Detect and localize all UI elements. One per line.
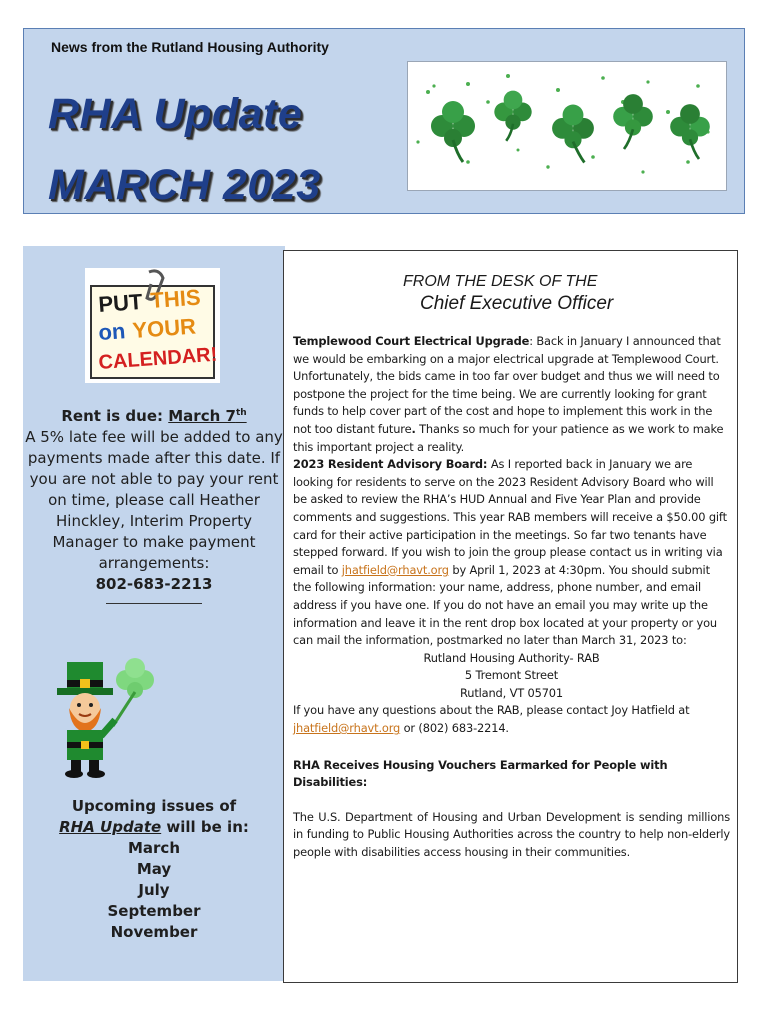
templewood-text: : Back in January I announced that we would be embarking on a major electrical upgrade at Templewood Court. Unfortunately, the bids came in too far over budget and thus we will need to postpone the project for the time being. We are currently looking for grant funds to help cover part of the cost and hope to implement this work in the not too distant future (293, 334, 721, 436)
templewood-lead: Templewood Court Electrical Upgrade (293, 334, 530, 348)
rent-late-fee-text: A 5% late fee will be added to any payments made after this date. If you are not able to pay your rent on time, please call Heather Hinckley, Interim Property Manager to make payment arrangements: (25, 428, 283, 572)
divider (106, 603, 202, 604)
article-body (293, 333, 730, 862)
rent-notice (23, 406, 285, 604)
issues-line2-suffix: will be in: (161, 818, 249, 836)
rab-text2: by April 1, 2023 at 4:30pm. You should submit the following information: your name, address, phone number, and email address if you have one. If you do not have an email you may write up the information and leave it in the rent drop box located at your property or you can mail the information, postmarked no later than March 31, 2023 to: (293, 562, 717, 648)
rent-due-date (168, 407, 246, 425)
rent-heading (23, 406, 285, 427)
issue-month: July (138, 881, 170, 899)
rab-lead: 2023 Resident Advisory Board: (293, 457, 488, 472)
rent-phone-number: 802-683-2213 (95, 575, 213, 593)
issue-month: November (110, 923, 198, 941)
newsletter-header (23, 28, 745, 214)
rab-paragraph (293, 456, 730, 650)
vouchers-paragraph: The U.S. Department of Housing and Urban Development is sending millions in funding to Public Housing Authorities across the country to help non-elderly people with disabilities access housing in their communities. (293, 809, 730, 860)
mailing-address-line: Rutland Housing Authority- RAB (423, 650, 600, 665)
leprechaun-icon (45, 658, 155, 778)
badge-word-put: PUT (97, 288, 144, 317)
mailing-address-line: Rutland, VT 05701 (460, 685, 563, 700)
rent-heading-label: Rent is due: (61, 407, 169, 425)
templewood-paragraph (293, 333, 730, 456)
contact-email-link[interactable]: jhatfield@rhavt.org (293, 721, 401, 736)
rent-due-date-suffix: th (235, 408, 247, 418)
shamrock-icon (407, 61, 727, 191)
mailing-address-line: 5 Tremont Street (464, 668, 559, 683)
calendar-reminder-badge (85, 268, 220, 383)
rent-due-date-text: March 7 (168, 407, 236, 425)
rab-email-link[interactable]: jhatfield@rhavt.org (341, 562, 449, 577)
rab-contact-paragraph (293, 702, 730, 737)
header-kicker: News from the Rutland Housing Authority (51, 39, 329, 55)
newsletter-issue-date: MARCH 2023 (48, 161, 321, 209)
issues-line2 (23, 817, 285, 838)
issue-month: September (107, 902, 201, 920)
badge-word-this: THIS (149, 284, 202, 313)
rab-contact-text2: or (802) 683-2214. (400, 721, 509, 736)
issue-month: March (127, 839, 181, 857)
badge-word-your: YOUR (131, 313, 197, 343)
newsletter-title: RHA Update (48, 90, 303, 138)
badge-word-on: on (97, 318, 127, 345)
desk-heading: FROM THE DESK OF THE (403, 273, 598, 290)
publication-name: RHA Update (59, 818, 162, 836)
issues-intro: Upcoming issues of (71, 797, 237, 815)
rab-text: As I reported back in January we are looking for residents to serve on the 2023 Resident Advisory Board who will be asked to review the RHA’s HUD Annual and Five Year Plan and provide comments and suggestions. This year RAB members will receive a $50.00 gift card for their active participation in the meetings. So far two tenants have stepped forward. If you wish to join the group please contact us in writing via email to (293, 457, 727, 577)
ceo-column (283, 250, 738, 983)
sidebar (23, 246, 285, 981)
templewood-period: . (411, 421, 416, 436)
badge-word-calendar: CALENDAR! (97, 343, 218, 374)
rab-contact-text: If you have any questions about the RAB, please contact Joy Hatfield at (293, 703, 690, 718)
desk-subheading: Chief Executive Officer (420, 293, 614, 314)
upcoming-issues (23, 796, 285, 943)
templewood-text2: Thanks so much for your patience as we work to make this important project a reality. (293, 421, 724, 454)
issue-month: May (136, 860, 172, 878)
vouchers-title: RHA Receives Housing Vouchers Earmarked for People with Disabilities: (293, 757, 668, 790)
